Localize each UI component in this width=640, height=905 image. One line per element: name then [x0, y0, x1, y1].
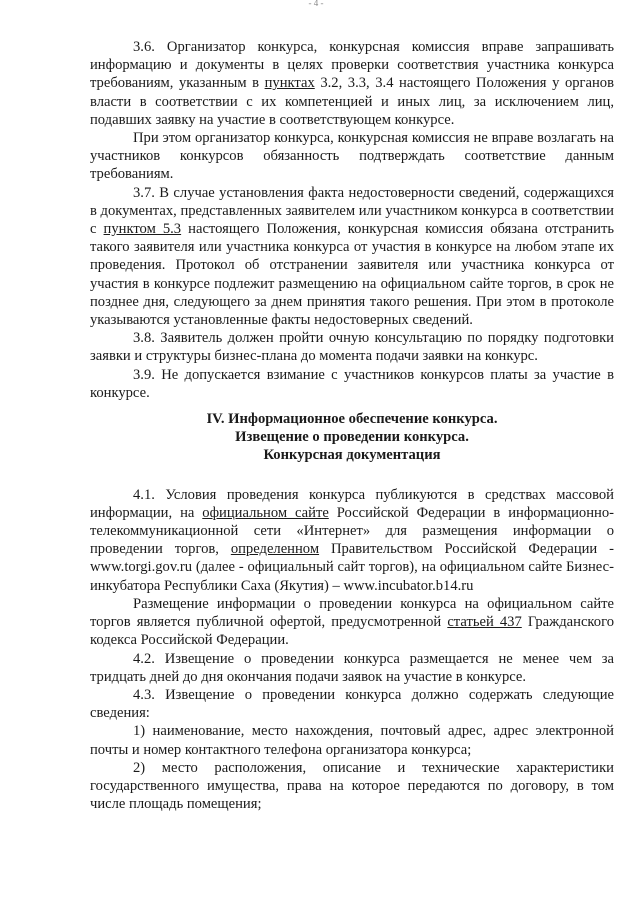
heading-line-3: Конкурсная документация: [263, 447, 441, 464]
text-run: 3.2, 3.3, 3.4 настоящего Положения у органов власти в соответствии с их компетенцией и иных лиц, за исключением лиц, подавших заявку на участие в соответствующем конкурсе.: [90, 75, 614, 128]
page-number-mark: - 4 -: [308, 0, 324, 8]
text-run: 3.8. Заявитель должен пройти очную консультацию по порядку подготовки заявки и структуры бизнес-плана до момента подачи заявки на конкурс.: [90, 330, 614, 365]
link-punktah[interactable]: пунктах: [264, 75, 315, 92]
text-run: 4.2. Извещение о проведении конкурса размещается не менее чем за тридцать дней до дня окончания подачи заявок на участие в конкурсе.: [90, 650, 614, 685]
text-run: 2) место расположения, описание и технические характеристики государственного имущества, права на которое передаются по договору, в том числе площадь помещения;: [90, 759, 614, 813]
text-run: При этом организатор конкурса, конкурсная комиссия не вправе возлагать на участников конкурсов обязанность подтверждать соответствие данным требованиям.: [90, 130, 614, 183]
paragraph-3-9: [90, 366, 614, 402]
text-run: 4.1. Условия проведения конкурса публикуются в средствах массовой информации, на: [90, 486, 614, 521]
text-run: Гражданского кодекса Российской Федерации.: [90, 614, 614, 649]
paragraph-3-6-continued: [90, 129, 614, 184]
text-run: Размещение информации о проведении конкурса на официальном сайте торгов является публичной офертой, предусмотренной: [90, 595, 614, 631]
section-heading: [90, 410, 614, 465]
paragraph-4-1-continued: [90, 595, 614, 650]
paragraph-4-2: [90, 650, 614, 686]
paragraph-4-3: [90, 686, 614, 722]
text-run: Правительством Российской Федерации - www.torgi.gov.ru (далее - официальный сайт торгов), на официальном сайте Бизнес-инкубатора Республики Саха (Якутия) – www.incubator.b14.ru: [90, 541, 614, 594]
text-run: 1) наименование, место нахождения, почтовый адрес, адрес электронной почты и номер контактного телефона организатора конкурса;: [90, 723, 614, 758]
heading-line-2: Извещение о проведении конкурса.: [235, 429, 469, 446]
link-official-site[interactable]: официальном сайте: [202, 504, 329, 521]
list-item-4-3-1: [90, 722, 614, 758]
heading-line-1: IV. Информационное обеспечение конкурса.: [206, 411, 498, 428]
paragraph-3-6: [90, 38, 614, 129]
text-run: 4.3. Извещение о проведении конкурса должно содержать следующие сведения:: [90, 686, 614, 722]
text-run: 3.6. Организатор конкурса, конкурсная комиссия вправе запрашивать информацию и документы в целях проверки соответствия участника конкурса требованиям, указанным в: [90, 39, 614, 92]
paragraph-4-1: [90, 486, 614, 595]
text-run: 3.7. В случае установления факта недостоверности сведений, содержащихся в документах, представленных заявителем или участником конкурса в соответствии с: [90, 184, 614, 238]
list-item-4-3-2: [90, 759, 614, 814]
text-run: настоящего Положения, конкурсная комиссия обязана отстранить такого заявителя или участника конкурса от участия в конкурсе на любом этапе их проведения. Протокол об отстранении заявителя или участника конкурса от участия в конкурсе подлежит размещению на официальном сайте торгов, в срок не позднее дня, следующего за днем принятия такого решения. При этом в протоколе указываются установленные факты недостоверных сведений.: [90, 221, 614, 329]
link-statya-437[interactable]: статьей 437: [447, 614, 522, 631]
paragraph-3-7: [90, 184, 614, 330]
text-run: Российской Федерации в информационно-телекоммуникационной сети «Интернет» для размещения информации о проведении торгов,: [90, 504, 614, 558]
document-body: [90, 38, 614, 813]
link-opredelennom[interactable]: определенном: [230, 541, 320, 558]
text-run: 3.9. Не допускается взимание с участников конкурсов платы за участие в конкурсе.: [90, 366, 614, 401]
paragraph-3-8: [90, 329, 614, 365]
link-punktom-5-3[interactable]: пунктом 5.3: [103, 221, 182, 238]
